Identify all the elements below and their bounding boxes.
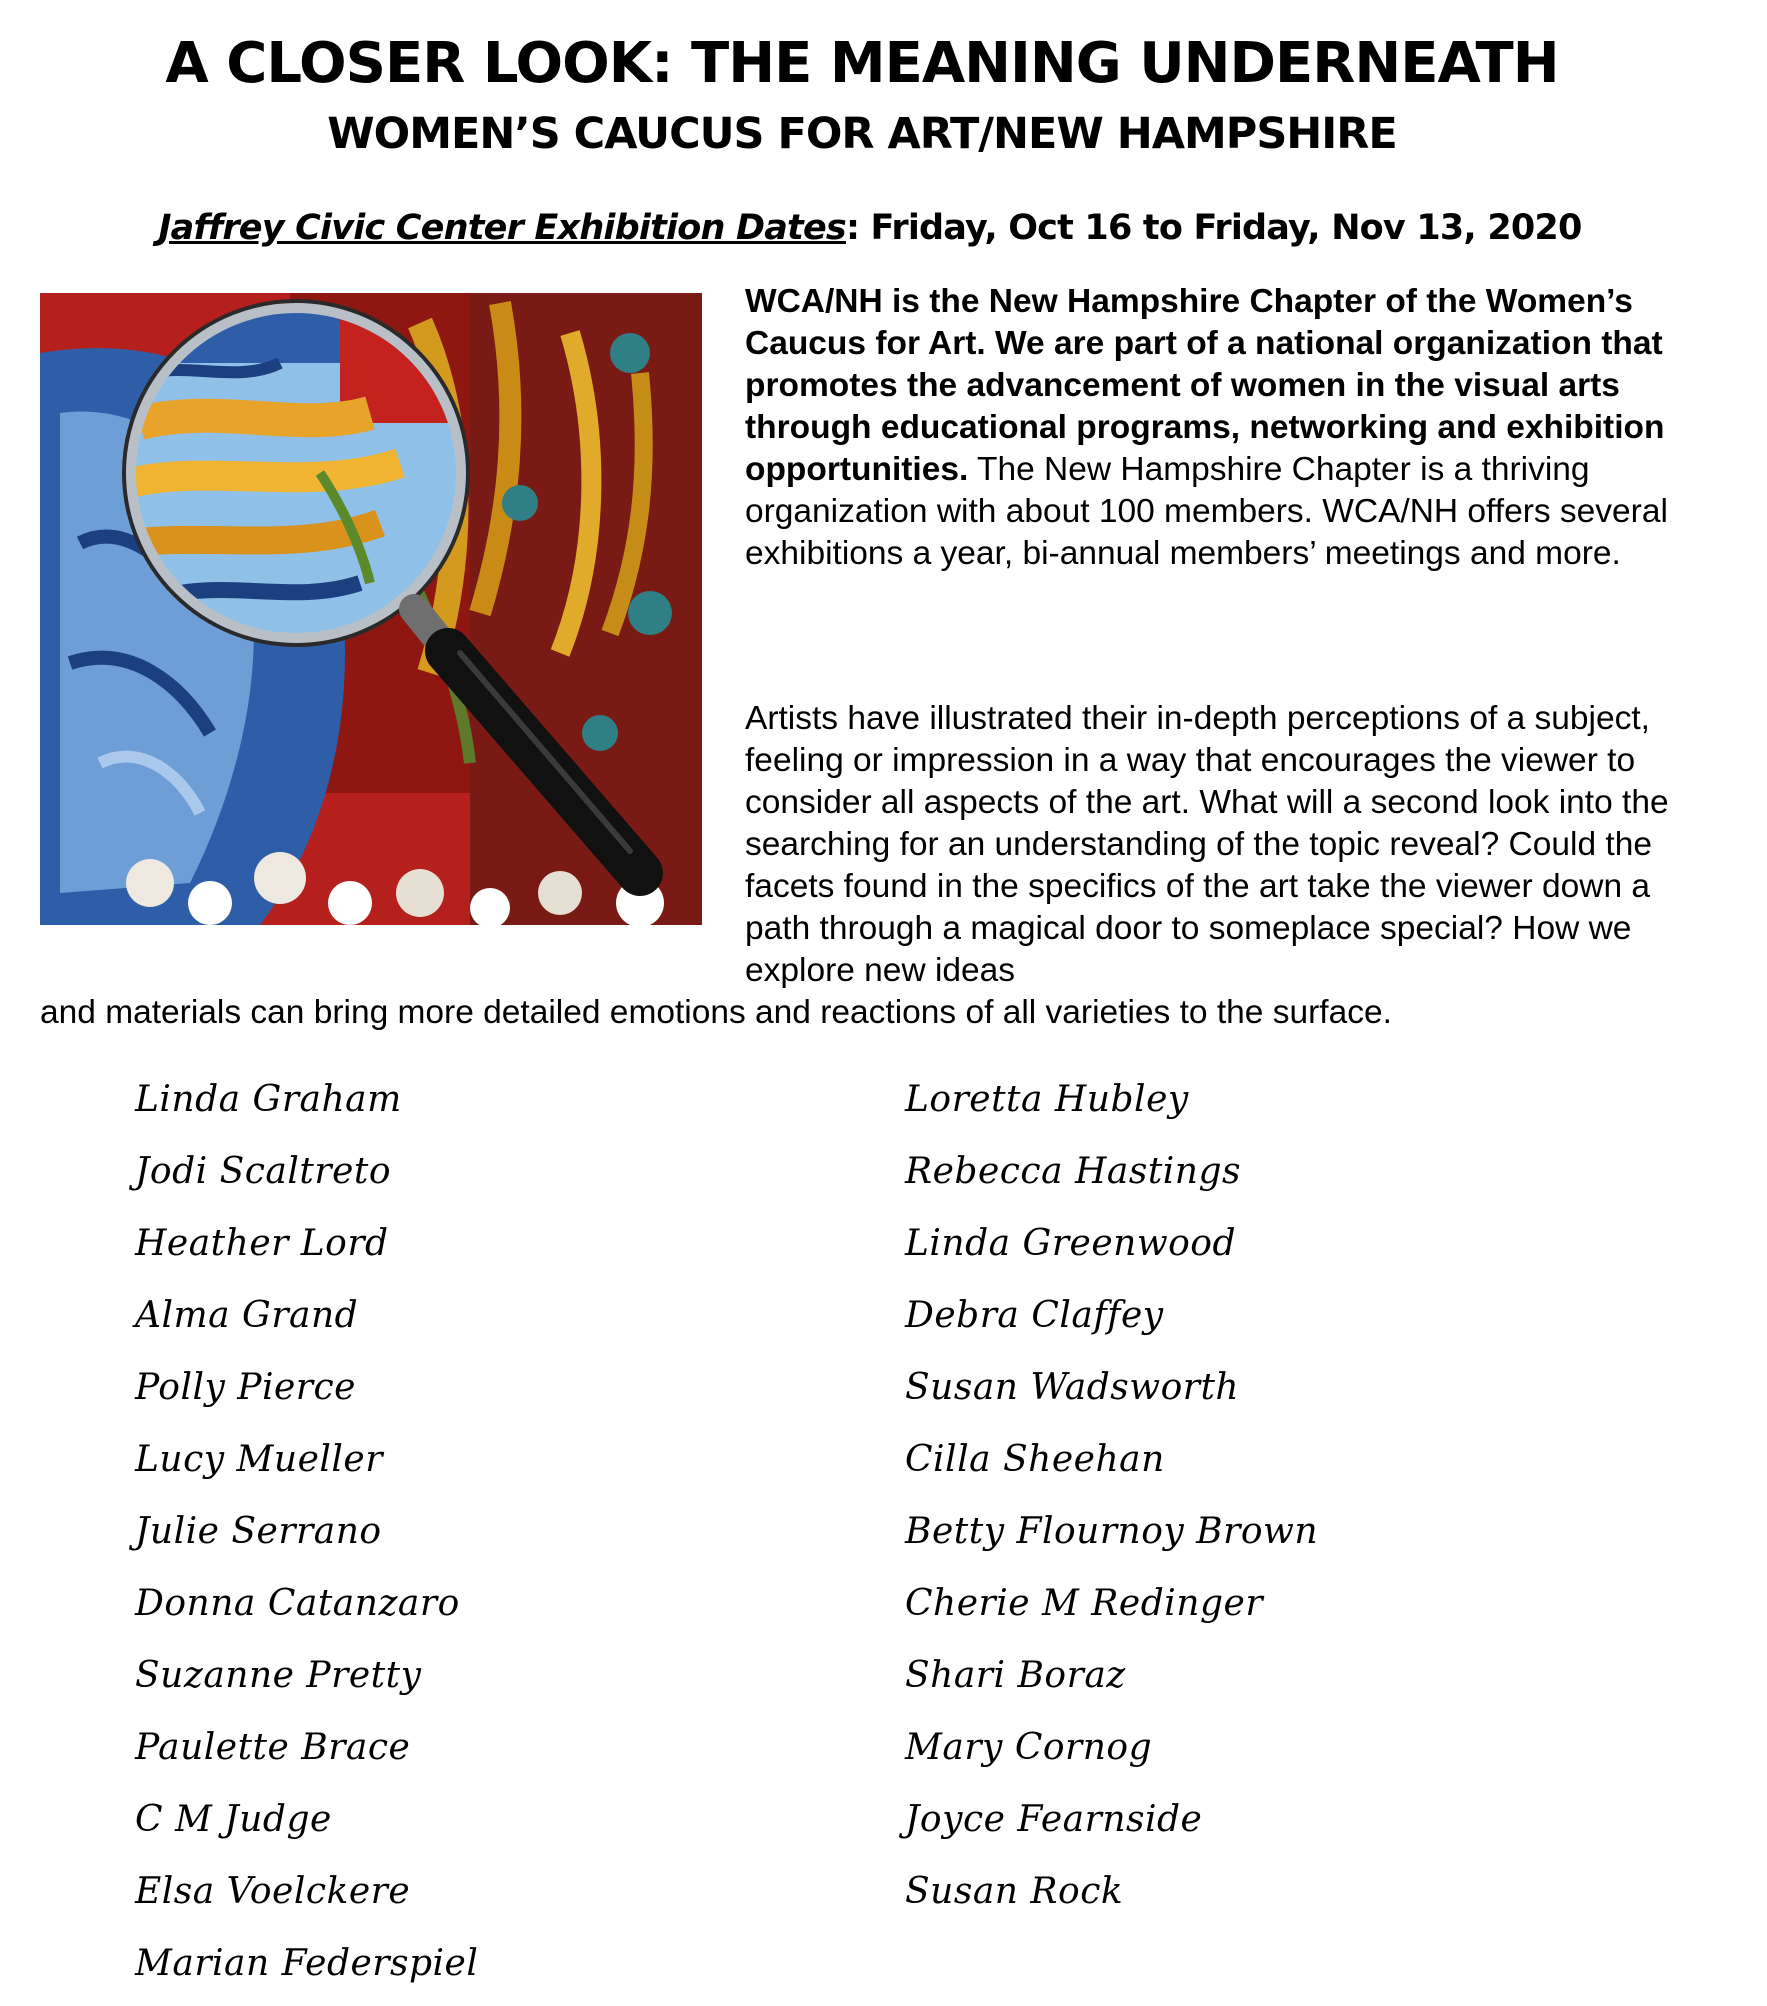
intro-bold-text: WCA/NH is the New Hampshire Chapter of the Women’s Caucus for Art. We are part of a national organization that promotes the advancement of women in the visual arts through educational programs, networking and exhibition opportunities. xyxy=(745,283,1665,488)
artist-name: Debra Claffey xyxy=(905,1295,1164,1336)
artist-name: C M Judge xyxy=(135,1799,332,1840)
page-title: A CLOSER LOOK: THE MEANING UNDERNEATH xyxy=(165,31,1559,96)
exhibition-dates-label: Jaffrey Civic Center Exhibition Dates xyxy=(158,208,846,248)
artist-name: Linda Graham xyxy=(135,1079,402,1120)
organization-subtitle: WOMEN’S CAUCUS FOR ART/NEW HAMPSHIRE xyxy=(327,109,1397,159)
magnifying-glass-painting xyxy=(40,293,702,925)
artist-name: Elsa Voelckere xyxy=(135,1871,411,1912)
artist-name: Alma Grand xyxy=(135,1295,359,1336)
artist-name: Joyce Fearnside xyxy=(905,1799,1203,1840)
artist-name: Cilla Sheehan xyxy=(905,1439,1165,1480)
artist-name: Cherie M Redinger xyxy=(905,1583,1264,1624)
artist-name: Marian Federspiel xyxy=(135,1943,479,1984)
artist-name: Suzanne Pretty xyxy=(135,1655,422,1696)
intro-paragraph xyxy=(745,281,1705,575)
statement-paragraph-tail: and materials can bring more detailed emotions and reactions of all varieties to the surface. xyxy=(40,994,1392,1031)
artist-list-left xyxy=(135,1070,478,2006)
artist-name: Mary Cornog xyxy=(905,1727,1153,1768)
exhibition-dates xyxy=(0,205,1740,251)
artist-name: Susan Rock xyxy=(905,1871,1124,1912)
artist-name: Susan Wadsworth xyxy=(905,1367,1240,1408)
artist-name: Betty Flournoy Brown xyxy=(905,1511,1319,1552)
artist-name: Loretta Hubley xyxy=(905,1079,1189,1120)
artist-name: Polly Pierce xyxy=(135,1367,356,1408)
artist-name: Donna Catanzaro xyxy=(135,1583,460,1624)
artist-name: Linda Greenwood xyxy=(905,1223,1237,1264)
artist-name: Heather Lord xyxy=(135,1223,389,1264)
artist-name: Jodi Scaltreto xyxy=(135,1151,392,1192)
artist-name: Julie Serrano xyxy=(135,1511,382,1552)
artist-name: Paulette Brace xyxy=(135,1727,411,1768)
intro-normal-text: The New Hampshire Chapter is a thriving organization with about 100 members. WCA/NH offers several exhibitions a year, bi-annual members’ meetings and more. xyxy=(745,451,1668,572)
artist-name: Shari Boraz xyxy=(905,1655,1126,1696)
exhibition-dates-value: : Friday, Oct 16 to Friday, Nov 13, 2020 xyxy=(845,208,1582,248)
artist-name: Rebecca Hastings xyxy=(905,1151,1242,1192)
artist-list-right xyxy=(905,1070,1318,1934)
statement-paragraph: Artists have illustrated their in-depth perceptions of a subject, feeling or impression in a way that encourages the viewer to consider all aspects of the art. What will a second look into the searching for an understanding of the topic reveal? Could the facets found in the specifics of the art take the viewer down a path through a magical door to someplace special? How we explore new ideas xyxy=(745,700,1669,989)
artist-name: Lucy Mueller xyxy=(135,1439,383,1480)
